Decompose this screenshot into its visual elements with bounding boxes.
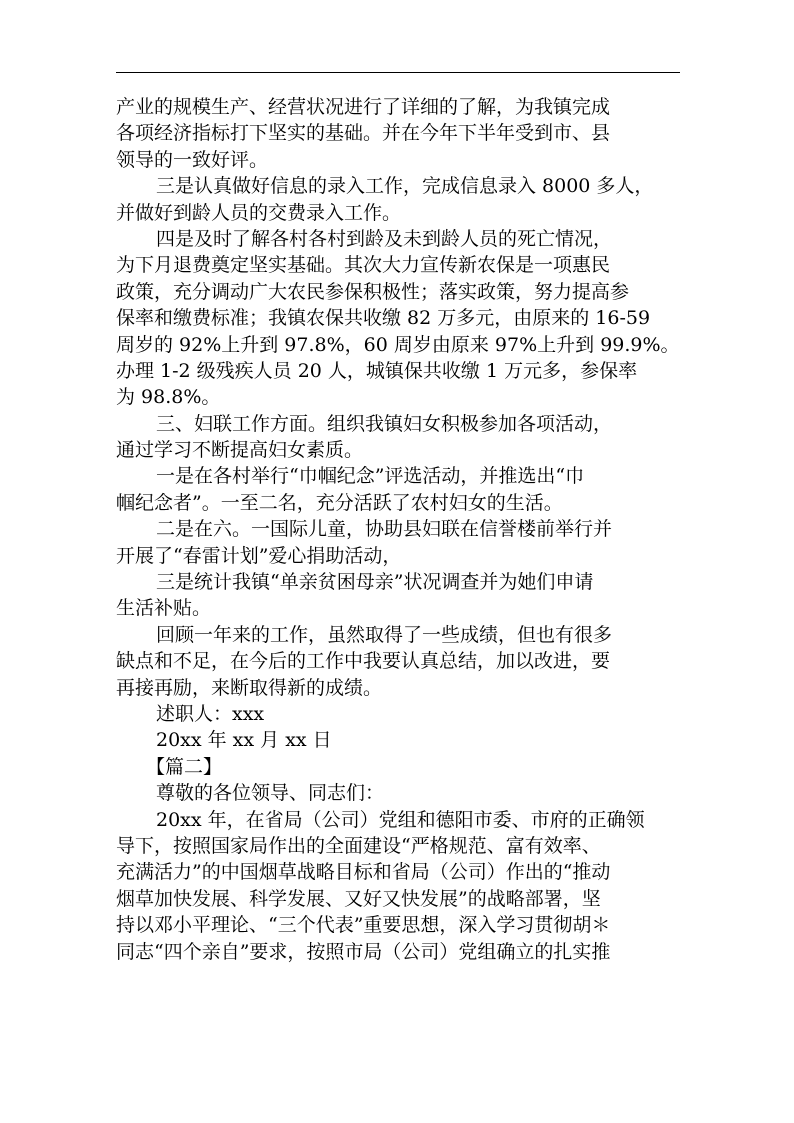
paragraph-start: 三是认真做好信息的录入工作，完成信息录入 8000 多人， [156, 175, 654, 198]
text-line: 领导的一致好评。 [116, 148, 269, 171]
text-line: 各项经济指标打下坚实的基础。并在今年下半年受到市、县 [116, 122, 611, 145]
date-line: 20xx 年 xx 月 xx 日 [156, 729, 332, 752]
text-line: 持以邓小平理论、“三个代表”重要思想，深入学习贯彻胡＊ [116, 914, 611, 937]
salutation: 尊敬的各位领导、同志们： [156, 782, 385, 805]
text-line: 保率和缴费标准；我镇农保共收缴 82 万多元，由原来的 16-59 [116, 307, 651, 330]
text-line: 开展了“春雷计划”爱心捐助活动， [116, 544, 402, 567]
text-line: 缺点和不足，在今后的工作中我要认真总结，加以改进，要 [116, 650, 611, 673]
header-rule [116, 72, 680, 73]
text-line: 办理 1-2 级残疾人员 20 人，城镇保共收缴 1 万元多，参保率 [116, 359, 638, 382]
text-line: 产业的规模生产、经营状况进行了详细的了解，为我镇完成 [116, 96, 611, 118]
text-line: 烟草加快发展、科学发展、又好又快发展”的战略部署，坚 [116, 887, 601, 910]
text-line: 同志“四个亲自”要求，按照市局（公司）党组确立的扎实推 [116, 940, 611, 963]
document-body [116, 94, 680, 965]
text-line: 导下，按照国家局作出的全面建设“严格规范、富有效率、 [116, 834, 601, 857]
text-line: 通过学习不断提高妇女素质。 [116, 439, 364, 462]
text-line: 政策，充分调动广大农民参保积极性；落实政策，努力提高参 [116, 280, 630, 303]
text-line: 生活补贴。 [116, 597, 212, 620]
signature-line: 述职人：xxx [156, 702, 265, 725]
text-line: 为下月退费奠定坚实基础。其次大力宣传新农保是一项惠民 [116, 254, 611, 277]
paragraph-start: 回顾一年来的工作，虽然取得了一些成绩，但也有很多 [156, 623, 613, 646]
paragraph-start: 四是及时了解各村各村到龄及未到龄人员的死亡情况， [156, 227, 613, 250]
text-line: 再接再励，来断取得新的成绩。 [116, 676, 383, 699]
paragraph-start: 一是在各村举行“巾帼纪念”评选活动，并推选出“巾 [156, 465, 585, 488]
paragraph-start: 二是在六。一国际儿童，协助县妇联在信誉楼前举行并 [156, 518, 613, 541]
text-line: 周岁的 92%上升到 97.8%，60 周岁由原来 97%上升到 99.9%。 [116, 333, 680, 356]
section-title: 【篇二】 [146, 755, 223, 778]
section-heading: 三、妇联工作方面。组织我镇妇女积极参加各项活动， [156, 412, 613, 435]
text-line: 充满活力”的中国烟草战略目标和省局（公司）作出的“推动 [116, 861, 611, 884]
text-line: 为 98.8%。 [116, 386, 221, 409]
text-line: 并做好到龄人员的交费录入工作。 [116, 201, 402, 224]
paragraph-start: 20xx 年，在省局（公司）党组和德阳市委、市府的正确领 [156, 808, 645, 831]
paragraph-start: 三是统计我镇“单亲贫困母亲”状况调查并为她们申请 [156, 571, 594, 594]
text-line: 帼纪念者”。一至二名，充分活跃了农村妇女的生活。 [116, 491, 563, 514]
